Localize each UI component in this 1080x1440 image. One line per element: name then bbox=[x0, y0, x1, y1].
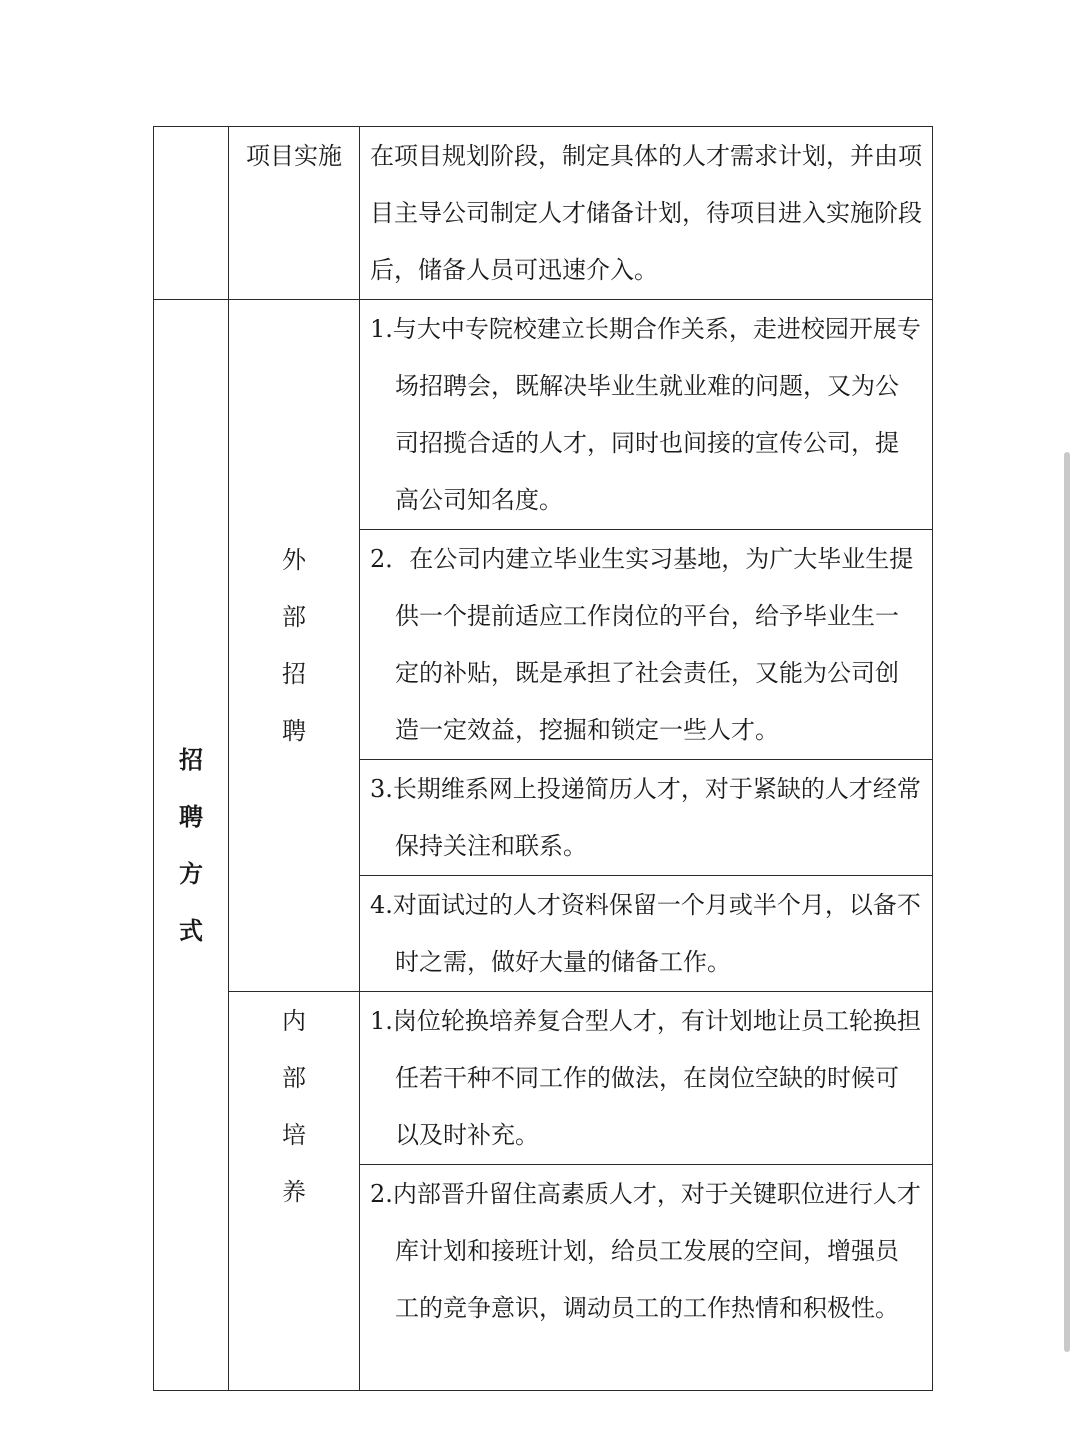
external-label-char: 招 bbox=[282, 659, 306, 688]
internal-item-1: 1.岗位轮换培养复合型人才，有计划地让员工轮换担任若干种不同工作的做法，在岗位空缺的时候可以及时补充。 bbox=[360, 992, 933, 1165]
external-label-char: 外 bbox=[282, 545, 306, 574]
internal-item-2: 2.内部晋升留住高素质人才，对于关键职位进行人才库计划和接班计划，给员工发展的空间，增强员工的竞争意识，调动员工的工作热情和积极性。 bbox=[360, 1165, 933, 1391]
internal-label-char: 内 bbox=[282, 1007, 306, 1035]
category-char: 招 bbox=[179, 745, 203, 774]
external-item-4: 4.对面试过的人才资料保留一个月或半个月，以备不时之需，做好大量的储备工作。 bbox=[360, 876, 933, 992]
table-row bbox=[154, 992, 933, 1165]
external-item-1: 1.与大中专院校建立长期合作关系，走进校园开展专场招聘会，既解决毕业生就业难的问题，又为公司招揽合适的人才，同时也间接的宣传公司，提高公司知名度。 bbox=[360, 300, 933, 530]
category-char: 方 bbox=[179, 859, 203, 888]
category-char: 聘 bbox=[179, 802, 203, 831]
category-cell bbox=[154, 300, 229, 1391]
table-row bbox=[154, 300, 933, 530]
table-row-project bbox=[154, 127, 933, 300]
project-text-cell: 在项目规划阶段，制定具体的人才需求计划，并由项目主导公司制定人才储备计划，待项目进入实施阶段后，储备人员可迅速介入。 bbox=[360, 127, 933, 300]
external-item-2: 2．在公司内建立毕业生实习基地，为广大毕业生提供一个提前适应工作岗位的平台，给予毕业生一定的补贴，既是承担了社会责任，又能为公司创造一定效益，挖掘和锁定一些人才。 bbox=[360, 530, 933, 760]
external-label-char: 部 bbox=[282, 602, 306, 631]
internal-label-char: 养 bbox=[282, 1178, 306, 1206]
internal-label-cell bbox=[229, 992, 360, 1391]
empty-category-cell bbox=[154, 127, 229, 300]
internal-label-char: 培 bbox=[282, 1121, 306, 1149]
category-char: 式 bbox=[179, 916, 203, 945]
scrollbar-thumb[interactable] bbox=[1064, 452, 1070, 1352]
external-label-cell bbox=[229, 300, 360, 992]
recruitment-table bbox=[153, 126, 933, 1391]
project-label-cell: 项目实施 bbox=[229, 127, 360, 300]
external-label-char: 聘 bbox=[282, 716, 306, 745]
external-item-3: 3.长期维系网上投递简历人才，对于紧缺的人才经常保持关注和联系。 bbox=[360, 760, 933, 876]
internal-label-char: 部 bbox=[282, 1064, 306, 1092]
